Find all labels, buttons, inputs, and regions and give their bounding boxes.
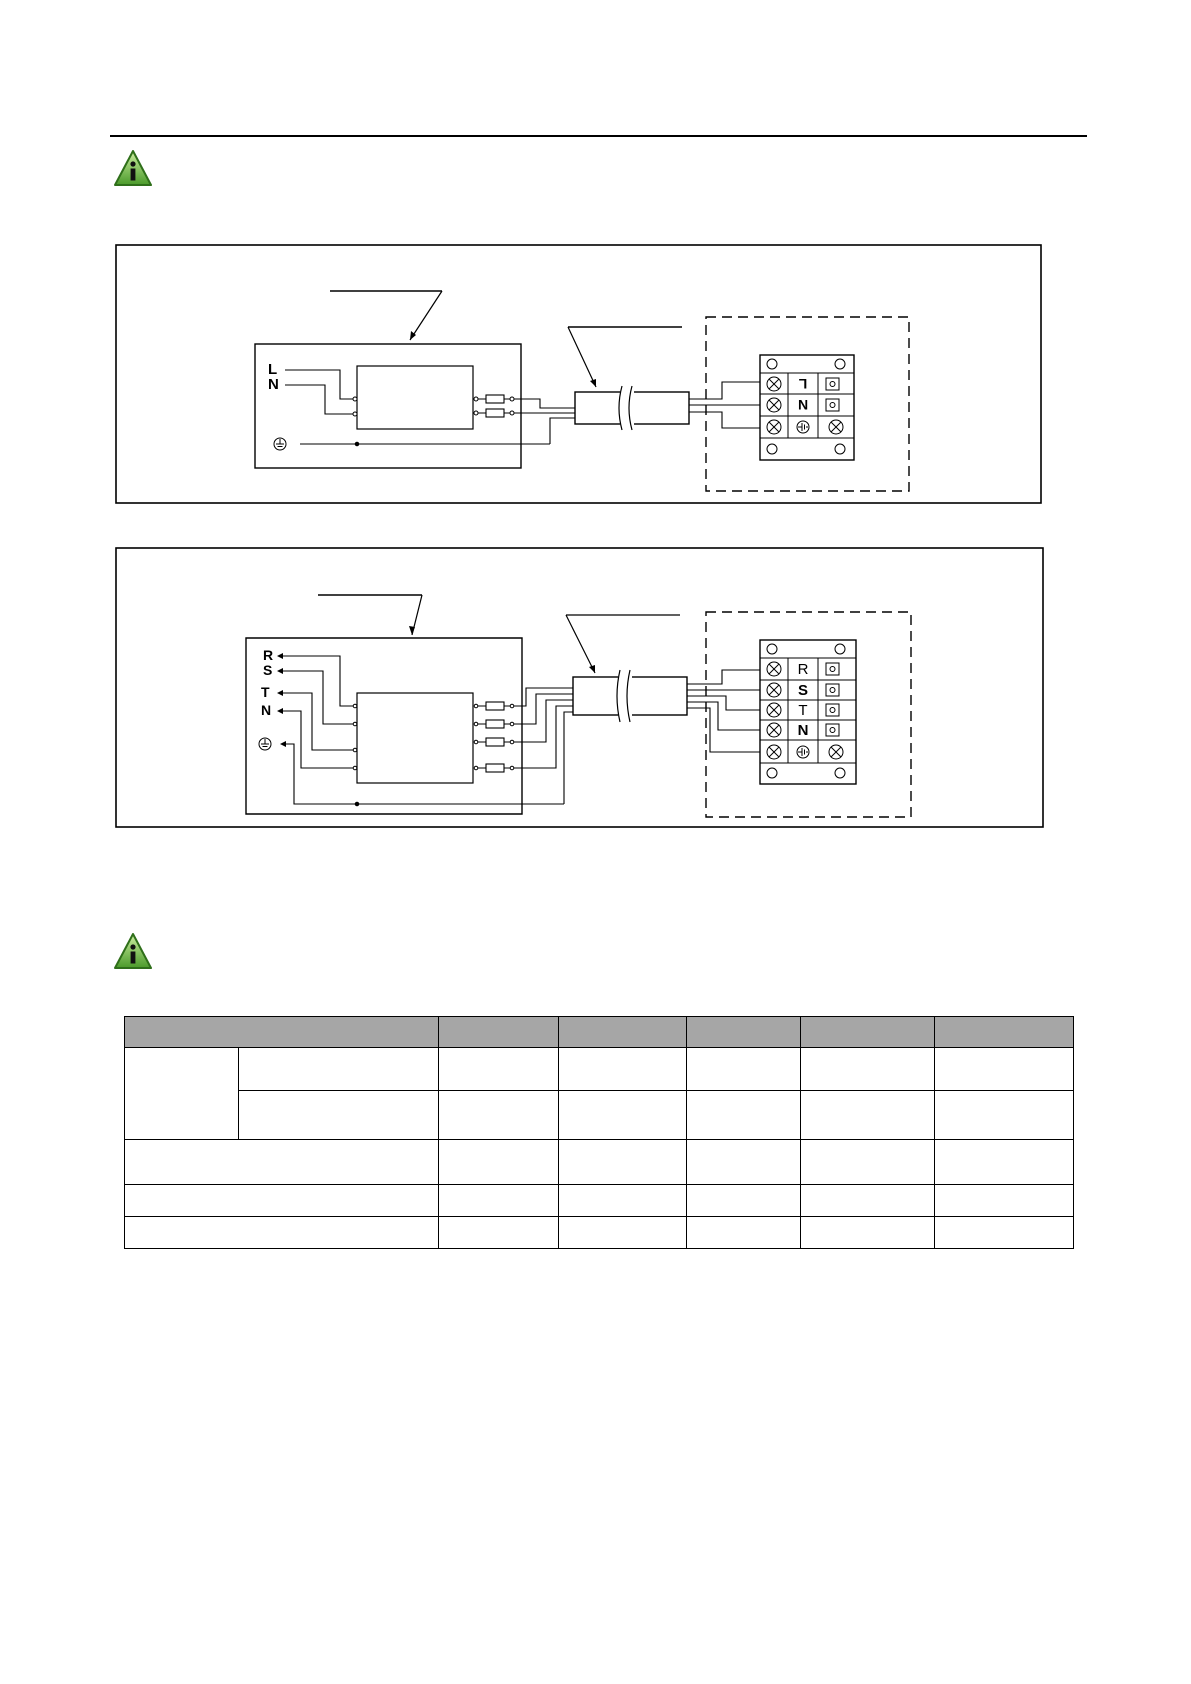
source-label-r: R [263, 647, 274, 663]
fuse [486, 764, 504, 772]
source-label-l: L [268, 361, 278, 378]
terminal-label-l: L [798, 376, 808, 392]
terminal-label-n: N [797, 722, 809, 739]
table-cell [439, 1140, 559, 1185]
table-cell [687, 1048, 801, 1091]
fuse [486, 720, 504, 728]
table-cell [687, 1185, 801, 1217]
terminal-label-s: S [797, 682, 809, 699]
table-cell [559, 1185, 687, 1217]
terminal-label-r: R [797, 661, 809, 678]
table-cell [125, 1048, 239, 1140]
table-cell [801, 1185, 935, 1217]
table-cell [935, 1048, 1074, 1091]
table-cell [801, 1140, 935, 1185]
table-row [125, 1140, 1074, 1185]
terminal-block [760, 640, 856, 784]
table-cell [439, 1217, 559, 1249]
table-cell [559, 1091, 687, 1140]
table-cell [439, 1048, 559, 1091]
table-header-cell [125, 1017, 439, 1048]
table-cell [439, 1185, 559, 1217]
ground-icon [797, 746, 809, 758]
table-row [125, 1185, 1074, 1217]
table-row [125, 1217, 1074, 1249]
source-label-s: S [263, 662, 273, 678]
table-header-cell [439, 1017, 559, 1048]
info-icon [113, 932, 153, 972]
fuse [486, 702, 504, 710]
table-cell [935, 1091, 1074, 1140]
table-cell [801, 1217, 935, 1249]
source-label-t: T [261, 684, 270, 700]
diagram-frame [116, 548, 1043, 827]
table-cell [239, 1048, 439, 1091]
table-cell [125, 1217, 439, 1249]
table-cell [125, 1185, 439, 1217]
table-header-cell [687, 1017, 801, 1048]
ground-icon [259, 738, 271, 750]
fuse [486, 738, 504, 746]
table-cell [239, 1091, 439, 1140]
table-header-cell [559, 1017, 687, 1048]
table-cell [559, 1217, 687, 1249]
table-header-cell [935, 1017, 1074, 1048]
terminal-label-n: N [797, 397, 809, 413]
table-row [125, 1048, 1074, 1091]
table-cell [801, 1091, 935, 1140]
table-cell [559, 1048, 687, 1091]
table-cell [125, 1140, 439, 1185]
table-cell [801, 1048, 935, 1091]
table-cell [935, 1140, 1074, 1185]
table-header-cell [801, 1017, 935, 1048]
table-cell [935, 1217, 1074, 1249]
terminal-label-t: T [798, 702, 808, 719]
spec-table [124, 1016, 1074, 1249]
table-cell [439, 1091, 559, 1140]
source-label-n: N [261, 702, 272, 718]
table-row [125, 1091, 1074, 1140]
table-header-row [125, 1017, 1074, 1048]
table-cell [687, 1091, 801, 1140]
power-supply-box [246, 638, 522, 814]
table-cell [687, 1217, 801, 1249]
unit-box [706, 612, 911, 817]
source-label-n: N [268, 376, 279, 393]
table-cell [935, 1185, 1074, 1217]
table-cell [559, 1140, 687, 1185]
breaker-box [357, 693, 473, 783]
table-cell [687, 1140, 801, 1185]
